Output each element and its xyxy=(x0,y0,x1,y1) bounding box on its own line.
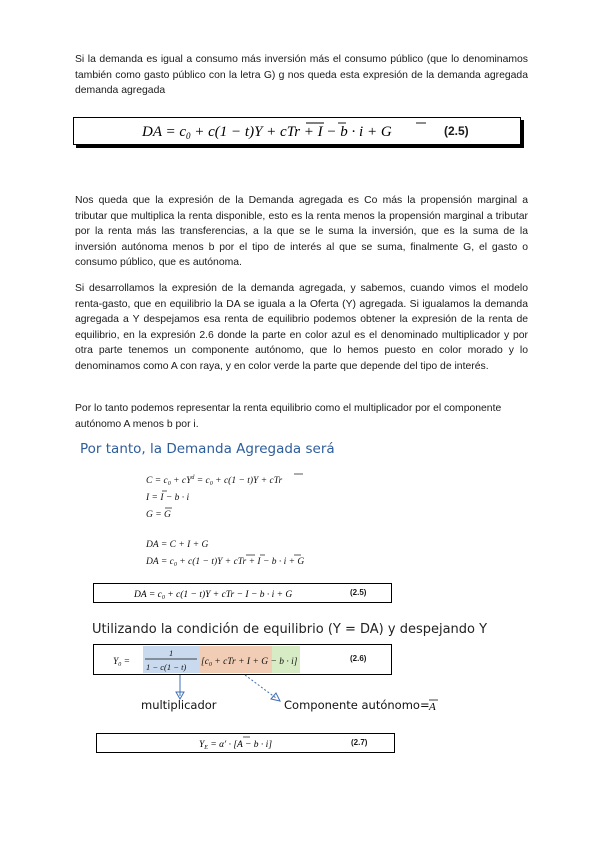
paragraph-2: Nos queda que la expresión de la Demanda agregada es Co más la propensión marginal a tributar que multiplica la renta disponible, esto es la renta menos la propensión marginal a tributar por la renta más las transferencias, a la que se le suma la inversión, que es la suma de la inversión autónoma menos b por el tipo de interés al que se suma, finalmente G, el gasto o consumo público, que es autónoma. xyxy=(75,195,528,269)
a-bar-symbol xyxy=(427,698,443,714)
svg-text:A: A xyxy=(429,701,436,713)
heading-demanda-agregada: Por tanto, la Demanda Agregada será xyxy=(80,441,335,457)
label-multiplicador: multiplicador xyxy=(141,698,217,712)
autonomous-arrow xyxy=(245,675,276,698)
equation-2-6 xyxy=(94,645,391,674)
heading-equilibrium: Utilizando la condición de equilibrio (Y = DA) y despejando Y xyxy=(92,622,488,637)
paragraph-3: Si desarrollamos la expresión de la demanda agregada, y sabemos, cuando vimos el modelo renta-gasto, que en equilibrio la DA se iguala a la Oferta (Y) agregada. Si igualamos la demanda agregada a Y despejamos esa renta de equilibrio podemos obtener la expresión de la renta de equilibrio, en la expresión 2.6 donde la parte en color azul es el denominado multiplicador y por otra parte tenemos un componente autónomo, que lo hemos puesto en color morado y lo denominamos como A con raya, y en color verde la parte que depende del tipo de interés. xyxy=(75,283,528,372)
label-componente-autonomo: Componente autónomo= xyxy=(284,698,430,712)
equation-system xyxy=(143,471,443,571)
svg-text:DA = c0 + c(1 − t)Y + cTr + I: DA = $c_0 + c(1 - t)Y$ + cTr + I − b · i + G xyxy=(146,557,305,568)
paragraph-4: Por lo tanto podemos representar la renta equilibrio como el multiplicador por el componente autónomo A menos b por i. xyxy=(75,403,502,430)
equation-2-5-small xyxy=(94,584,391,602)
svg-text:Y0 =: $Y_0$ = xyxy=(113,657,131,668)
equation-number-2-6: (2.6) xyxy=(350,654,367,663)
svg-text:DA = c0 + c(1 − t)Y + cTr − I: DA = $c_0 + c(1 - t)Y$ + cTr − I − b · i + G xyxy=(134,590,293,601)
equation-box-2-7 xyxy=(96,733,395,753)
svg-text:DA = c0 + c(1 − t)Y + cTr + I: DA = $c_0 + c(1 - t)Y$ + cTr + I − b · i + G xyxy=(142,124,392,141)
equation-number-2-5: (2.5) xyxy=(444,124,469,138)
svg-text:1: 1 xyxy=(169,648,174,658)
equation-box-2-5-small xyxy=(93,583,392,603)
svg-text:1 − c(1 − t): 1 − c(1 − t) xyxy=(146,662,187,672)
paragraph-1: Si la demanda es igual a consumo más inversión más el consumo público (que lo denominamos también como gasto público con la letra G) g nos queda esta expresión de la demanda agregada demanda agregada xyxy=(75,54,528,97)
svg-text:G = G: G = G xyxy=(146,510,171,520)
svg-text:YE = α′ · [A − b · i]: $Y_E = \alpha' \cdot [A - b \cdot i]$ xyxy=(199,740,273,751)
equation-box-2-6 xyxy=(93,644,392,675)
equation-number-2-5-small: (2.5) xyxy=(350,588,367,597)
equation-box-2-5 xyxy=(73,117,521,145)
equation-2-7 xyxy=(97,734,394,752)
svg-text:[c0 + cTr + I + G − b · i]: [$c_0$ + cTr + I + G − b · i] xyxy=(201,657,298,668)
svg-text:DA = C + I + G: DA = C + I + G xyxy=(146,540,209,550)
svg-text:I = I − b · i: I = I − b · i xyxy=(146,493,190,503)
equation-number-2-7: (2.7) xyxy=(351,738,368,747)
svg-text:C = c0 + cYd = c0 + c(1 − t)Y: $C = c_0 + cY^d = c_0 + c(1 - t)Y$ + cTr xyxy=(146,475,283,487)
